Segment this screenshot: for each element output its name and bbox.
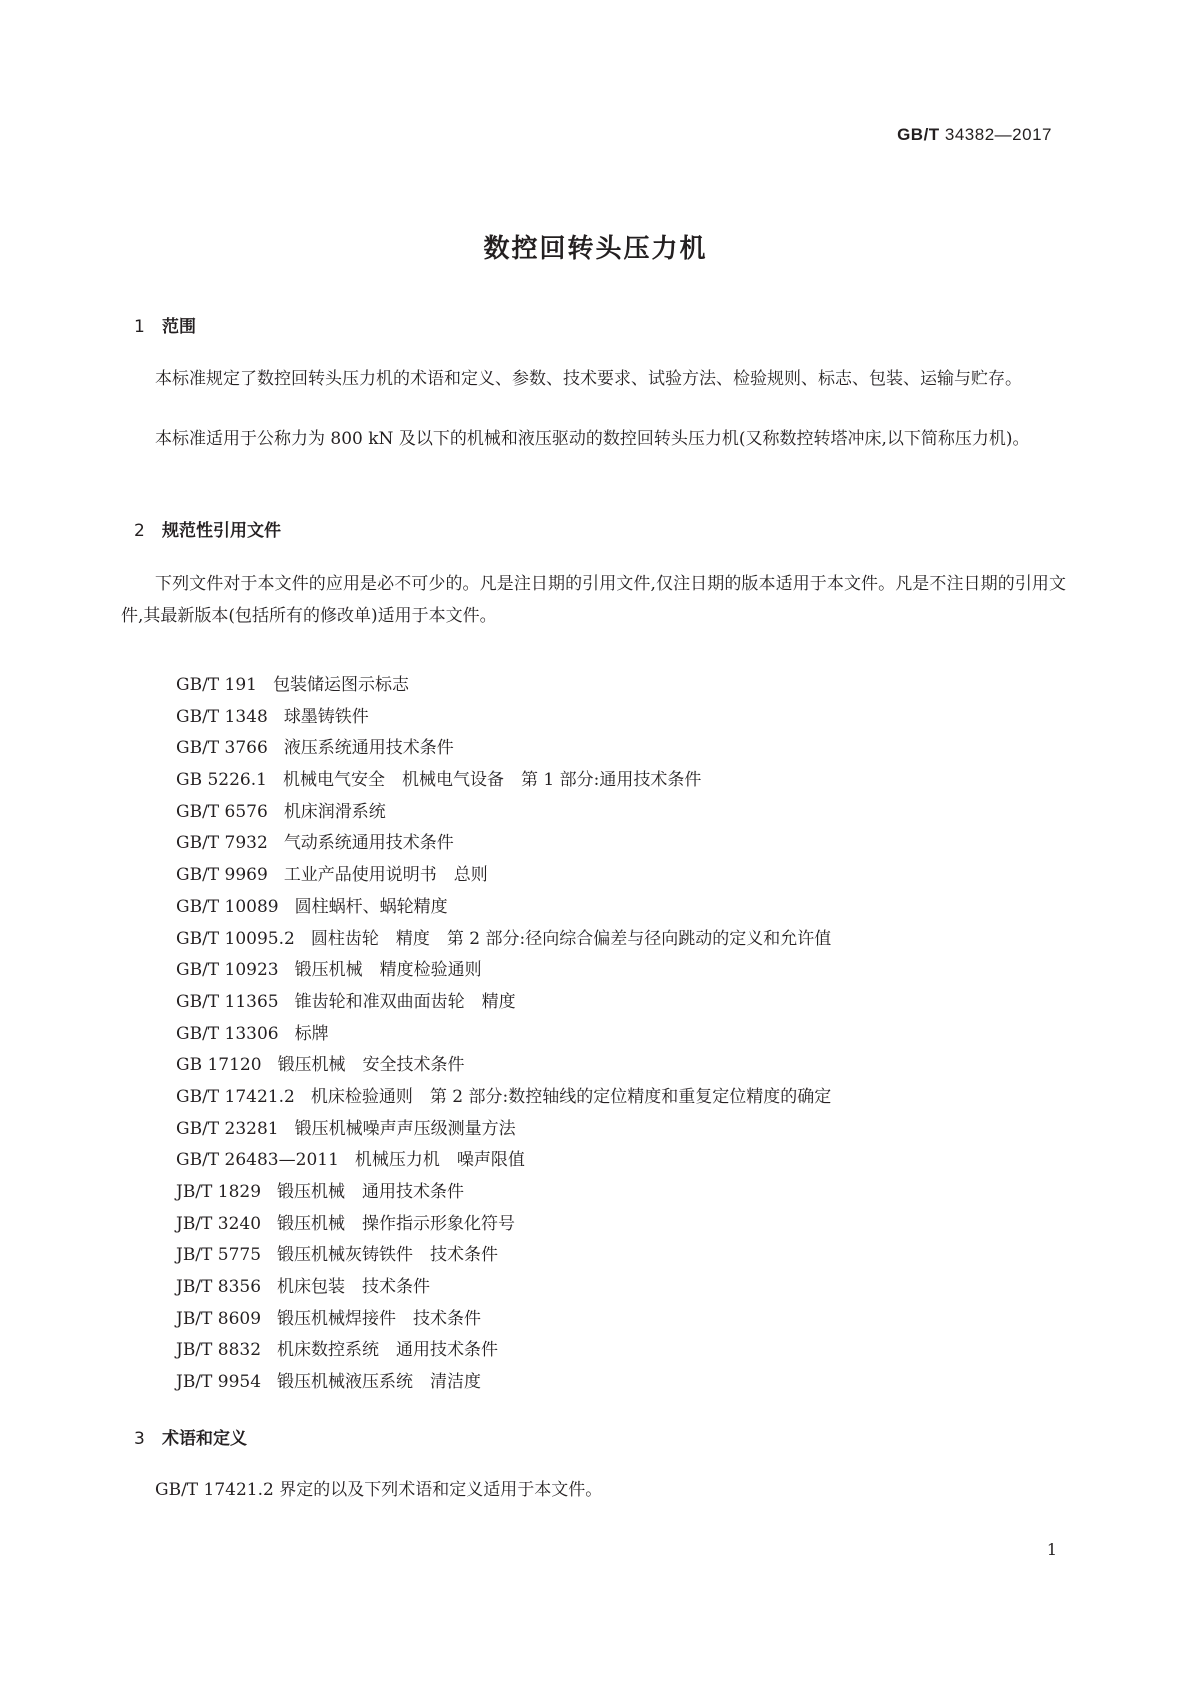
reference-title: 圆柱蜗杆、蜗轮精度 [294,896,448,917]
reference-code: GB/T 6576 [176,801,268,822]
reference-code: GB/T 10095.2 [176,928,295,949]
reference-code: GB 5226.1 [176,770,267,791]
section-heading-scope [134,312,196,337]
reference-code: GB/T 3766 [176,738,268,759]
reference-title: 工业产品使用说明书 总则 [283,865,488,886]
reference-code: GB/T 26483—2011 [176,1150,339,1171]
reference-code: GB/T 11365 [176,991,279,1012]
reference-title: 锻压机械噪声声压级测量方法 [294,1118,516,1139]
reference-title: 锥齿轮和准双曲面齿轮 精度 [294,991,516,1012]
reference-list [176,670,831,1399]
reference-item [176,1367,831,1399]
reference-code: GB/T 13306 [176,1023,279,1044]
reference-title: 机械电气安全 机械电气设备 第 1 部分:通用技术条件 [282,770,702,791]
reference-item [176,765,831,797]
reference-code: GB/T 7932 [176,833,268,854]
reference-title: 锻压机械 操作指示形象化符号 [277,1213,516,1234]
reference-code: GB/T 9969 [176,865,268,886]
reference-item [176,1209,831,1241]
reference-item [176,1335,831,1367]
scope-paragraph-1: 本标准规定了数控回转头压力机的术语和定义、参数、技术要求、试验方法、检验规则、标志、包装、运输与贮存。 [155,369,1022,389]
reference-title: 锻压机械焊接件 技术条件 [277,1308,482,1329]
references-intro-paragraph: 下列文件对于本文件的应用是必不可少的。凡是注日期的引用文件,仅注日期的版本适用于本文件。凡是不注日期的引用文件,其最新版本(包括所有的修改单)适用于本文件。 [121,574,1066,626]
reference-item [176,1304,831,1336]
reference-code: JB/T 1829 [176,1182,262,1202]
reference-title: 液压系统通用技术条件 [283,738,454,759]
section-heading-terms-definitions [134,1424,247,1449]
reference-code: JB/T 9954 [176,1372,262,1393]
section-number: 1 [134,317,145,337]
section-title: 范围 [162,317,196,337]
reference-title: 锻压机械液压系统 清洁度 [277,1372,482,1393]
reference-item [176,702,831,734]
page-number: 1 [1046,1540,1057,1559]
reference-title: 机械压力机 噪声限值 [354,1150,525,1171]
reference-item [176,987,831,1019]
standard-code [897,125,1052,145]
reference-code: GB 17120 [176,1055,262,1076]
reference-title: 球墨铸铁件 [283,706,369,727]
document-title: 数控回转头压力机 [483,234,708,264]
reference-title: 气动系统通用技术条件 [283,833,454,854]
reference-code: JB/T 8356 [176,1277,262,1298]
reference-code: GB/T 10923 [176,960,279,981]
standard-number: 34382—2017 [939,125,1052,144]
reference-item [176,670,831,702]
reference-item [176,1177,831,1209]
reference-item [176,892,831,924]
reference-item [176,1240,831,1272]
reference-title: 锻压机械 安全技术条件 [277,1055,465,1076]
reference-item [176,955,831,987]
reference-title: 锻压机械 精度检验通则 [294,960,482,981]
reference-code: GB/T 10089 [176,896,279,917]
reference-code: GB/T 191 [176,675,257,695]
reference-code: JB/T 8609 [176,1308,262,1329]
reference-item [176,733,831,765]
reference-title: 锻压机械灰铸铁件 技术条件 [277,1245,499,1266]
section-number: 3 [134,1429,145,1449]
reference-code: JB/T 8832 [176,1340,262,1361]
reference-title: 锻压机械 通用技术条件 [277,1182,465,1202]
reference-code: GB/T 1348 [176,706,268,727]
reference-item [176,1114,831,1146]
reference-item [176,924,831,956]
reference-title: 机床检验通则 第 2 部分:数控轴线的定位精度和重复定位精度的确定 [310,1086,832,1107]
reference-title: 机床包装 技术条件 [277,1277,431,1298]
section-title: 术语和定义 [162,1429,247,1449]
reference-code: GB/T 23281 [176,1118,279,1139]
section-title: 规范性引用文件 [162,521,281,541]
section-number: 2 [134,521,145,541]
scope-paragraph-2: 本标准适用于公称力为 800 kN 及以下的机械和液压驱动的数控回转头压力机(又称数控转塔冲床,以下简称压力机)。 [155,429,1030,449]
reference-title: 机床润滑系统 [283,801,386,822]
reference-item [176,1272,831,1304]
reference-item [176,860,831,892]
reference-item [176,797,831,829]
standard-prefix: GB/T [897,125,940,144]
reference-title: 标牌 [294,1023,329,1044]
reference-title: 圆柱齿轮 精度 第 2 部分:径向综合偏差与径向跳动的定义和允许值 [310,928,832,949]
reference-item [176,1145,831,1177]
reference-item [176,1050,831,1082]
reference-code: JB/T 3240 [176,1213,262,1234]
reference-item [176,1019,831,1051]
reference-title: 包装储运图示标志 [273,675,409,695]
terms-intro-paragraph: GB/T 17421.2 界定的以及下列术语和定义适用于本文件。 [155,1480,603,1500]
reference-item [176,828,831,860]
reference-code: GB/T 17421.2 [176,1086,295,1107]
reference-item [176,1082,831,1114]
reference-code: JB/T 5775 [176,1245,262,1266]
section-heading-normative-references [134,516,281,541]
reference-title: 机床数控系统 通用技术条件 [277,1340,499,1361]
